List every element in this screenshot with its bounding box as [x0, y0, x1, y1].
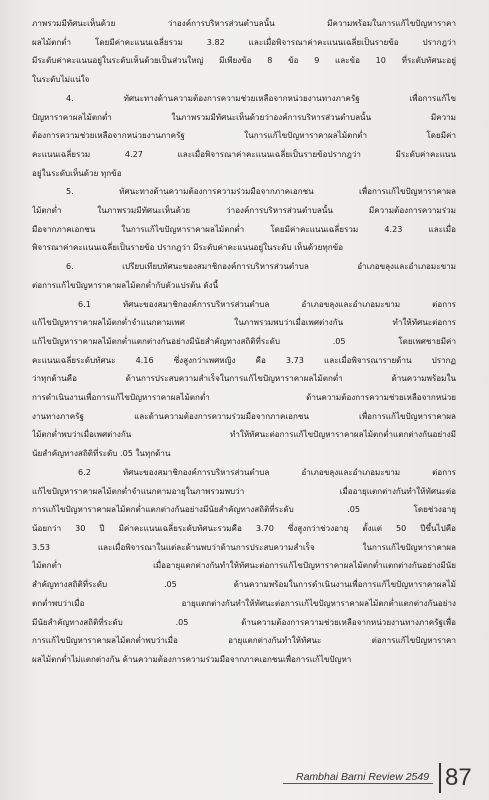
page-number: 87 — [445, 764, 472, 791]
text-line: คะแนนเฉลี่ยระดับทัศนะ 4.16 ซึ่งสูงกว่าเพศหญิง คือ 3.73 และเมื่อพิจารณารายด้าน ปรากฏ — [32, 354, 456, 365]
text-line: ไม้ตกต่ำพบว่าเมื่อเพศต่างกัน ทำให้ทัศนะต่อการแก้ไขปัญหาราคาผลไม้ตกต่ำแตกต่างกันอย่างมี — [32, 429, 456, 440]
text-line: การแก้ไขปัญหาราคาผลไม้ตกต่ำแตกต่างกันอย่างมีนัยสำคัญทางสถิติที่ระดับ .05 โดยช่วงอายุ — [32, 504, 456, 515]
text-line: แก้ไขปัญหาราคาผลไม้ตกต่ำแตกต่างกันอย่างมีนัยสำคัญทางสถิติที่ระดับ .05 โดยเพศชายมีค่า — [32, 335, 456, 346]
text-line: มีนัยสำคัญทางสถิติที่ระดับ .05 ด้านความต้องการความช่วยเหลือจากหน่วยงานทางภาครัฐเพื่อ — [32, 616, 456, 627]
text-line: 6.1 ทัศนะของสมาชิกองค์การบริหารส่วนตำบล อำเภอขลุงและอำเภอมะขาม ต่อการ — [78, 298, 456, 309]
journal-title: Rambhai Barni Review 2549 — [296, 771, 430, 783]
footer-divider — [439, 763, 441, 793]
text-line: ต่อการแก้ไขปัญหาราคาผลไม้ตกต่ำกับตัวแปรต้น ดังนี้ — [32, 279, 219, 290]
paragraph — [32, 182, 456, 257]
text-line: 3.53 และเมื่อพิจารณาในแต่ละด้านพบว่าด้านการประสบความสำเร็จ ในการแก้ไขปัญหาราคาผล — [32, 541, 456, 552]
text-line: น้อยกว่า 30 ปี มีค่าคะแนนเฉลี่ยระดับทัศนะรวมคือ 3.70 ซึ่งสูงกว่าช่วงอายุ ตั้งแต่ 50 ปีขึ้นไปคือ — [32, 522, 456, 533]
text-line: มีระดับค่าคะแนนอยู่ในระดับเห็นด้วยเป็นส่วนใหญ่ มีเพียงข้อ 8 ข้อ 9 และข้อ 10 ที่ระดับทัศนะอยู่ — [32, 55, 456, 66]
text-line: แก้ไขปัญหาราคาผลไม้ตกต่ำจำแนกตามอายุในภาพรวมพบว่า เมื่ออายุแตกต่างกันทำให้ทัศนะต่อ — [32, 485, 456, 496]
text-line: 4. ทัศนะทางด้านความต้องการความช่วยเหลือจากหน่วยงานทางภาครัฐ เพื่อการแก้ไข — [66, 92, 456, 103]
paragraph — [32, 14, 456, 89]
text-line: 6. เปรียบเทียบทัศนะของสมาชิกองค์การบริหารส่วนตำบล อำเภอขลุงและอำเภอมะขาม — [66, 261, 456, 272]
text-line: งานทางภาครัฐ และด้านความต้องการความร่วมมือจากภาคเอกชน เพื่อการแก้ไขปัญหาราคาผล — [32, 410, 456, 421]
text-line: ภาพรวมมีทัศนะเห็นด้วย ว่าองค์การบริหารส่วนตำบลนั้น มีความพร้อมในการแก้ไขปัญหาราคา — [32, 18, 456, 28]
paragraph — [32, 257, 456, 294]
text-line: พิจารณาค่าคะแนนเฉลี่ยเป็นรายข้อ ปรากฎว่า มีระดับค่าคะแนนอยู่ในระดับ เห็นด้วยทุกข้อ — [32, 242, 344, 253]
text-line: การแก้ไขปัญหาราคาผลไม้ตกต่ำพบว่าเมื่อ อายุแตกต่างกันทำให้ทัศนะ ต่อการแก้ไขปัญหาราคา — [32, 635, 456, 646]
text-line: 6.2 ทัศนะของสมาชิกองค์การบริหารส่วนตำบล อำเภอขลุงและอำเภอมะขาม ต่อการ — [78, 466, 456, 477]
paragraph — [32, 89, 456, 183]
page-footer — [0, 763, 489, 795]
text-line: 5. ทัศนะทางด้านความต้องการความร่วมมือจากภาคเอกชน เพื่อการแก้ไขปัญหาราคาผล — [66, 186, 456, 197]
text-line: มือจากภาคเอกชน ในการแก้ไขปัญหาราคาผลไม้ตกต่ำ โดยมีค่าคะแนนเฉลี่ยรวม 4.23 และเมื่อ — [32, 223, 456, 234]
text-line: คะแนนเฉลี่ยรวม 4.27 และเมื่อพิจารณาค่าคะแนนเฉลี่ยเป็นรายข้อปรากฎว่า มีระดับค่าคะแนน — [32, 148, 456, 159]
text-line: สำคัญทางสถิติที่ระดับ .05 ด้านความพร้อมในการดำเนินงานเพื่อการแก้ไขปัญหาราคาผลไม้ — [32, 579, 456, 590]
text-line: นัยสำคัญทางสถิติที่ระดับ .05 ในทุกด้าน — [32, 448, 171, 459]
text-line: ไม้ตกต่ำ เมื่ออายุแตกต่างกันทำให้ทัศนะต่อการแก้ไขปัญหาราคาผลไม้ตกต่ำแตกต่างกันอย่างมีนัย — [32, 560, 456, 571]
text-line: ผลไม้ตกต่ำไม่แตกต่างกัน ด้านความต้องการความร่วมมือจากภาคเอกชนเพื่อการแก้ไขปัญหา — [32, 653, 352, 664]
text-line: ผลไม้ตกต่ำ โดยมีค่าคะแนนเฉลี่ยรวม 3.82 และเมื่อพิจารณาค่าคะแนนเฉลี่ยเป็นรายข้อ ปรากฎว่า — [32, 36, 456, 47]
text-line: ไม้ตกต่ำ ในภาพรวมมีทัศนะเห็นด้วย ว่าองค์การบริหารส่วนตำบลนั้น มีความต้องการความร่วม — [32, 205, 456, 216]
text-line: อยู่ในระดับเห็นด้วย ทุกข้อ — [32, 167, 122, 178]
footer-rule — [283, 783, 433, 784]
text-line: ตกต่ำพบว่าเมื่อ อายุแตกต่างกันทำให้ทัศนะต่อการแก้ไขปัญหาราคาผลไม้ตกต่ำแตกต่างกันอย่าง — [32, 597, 456, 608]
text-line: ต้องการความช่วยเหลือจากหน่วยงานภาครัฐ ในการแก้ไขปัญหาราคาผลไม้ตกต่ำ โดยมีค่า — [32, 130, 456, 141]
text-line: ปัญหาราคาผลไม้ตกต่ำ ในภาพรวมมีทัศนะเห็นด้วยว่าองค์การบริหารส่วนตำบลนั้น มีความ — [32, 111, 456, 122]
text-line: ว่าทุกด้านคือ ด้านการประสบความสำเร็จในการแก้ไขปัญหาราคาผลไม้ตกต่ำ ด้านความพร้อมใน — [32, 373, 456, 384]
text-line: การดำเนินงานเพื่อการแก้ไขปัญหาราคาผลไม้ตกต่ำ ด้านความต้องการความช่วยเหลือจากหน่วย — [32, 392, 456, 403]
paragraph — [32, 463, 456, 669]
body-text — [32, 14, 456, 669]
text-line: ในระดับไม่แน่ใจ — [32, 74, 90, 85]
text-line: แก้ไขปัญหาราคาผลไม้ตกต่ำจำแนกตามเพศ ในภาพรวมพบว่าเมื่อเพศต่างกัน ทำให้ทัศนะต่อการ — [32, 317, 456, 328]
paragraph — [32, 295, 456, 463]
